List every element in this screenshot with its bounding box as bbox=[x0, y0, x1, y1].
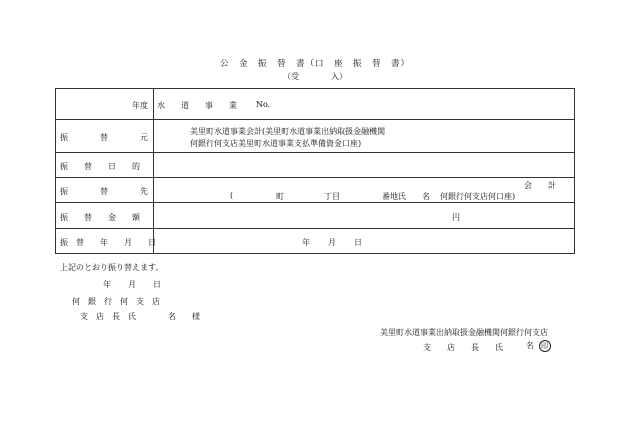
transfer-date-year: 年 bbox=[302, 238, 310, 247]
amount-unit: 円 bbox=[452, 213, 460, 222]
document-title: 公 金 振 替 書（口 座 振 替 書） bbox=[219, 59, 410, 69]
destination-open-paren: ( bbox=[230, 191, 234, 200]
number-label: No. bbox=[256, 100, 271, 109]
issuer-manager-label: 支 店 長 氏 bbox=[423, 343, 503, 352]
issuer-institution: 美里町水道事業出納取扱金融機関何銀行何支店 bbox=[380, 328, 548, 337]
fiscal-year-label: 年度 bbox=[132, 101, 148, 110]
fund-name: 水 道 事 業 bbox=[157, 101, 237, 110]
row-transfer-purpose bbox=[56, 153, 574, 178]
footer-date-day: 日 bbox=[153, 280, 161, 289]
row-transfer-destination bbox=[56, 178, 574, 203]
destination-town: 町 bbox=[276, 192, 284, 201]
row-transfer-date bbox=[56, 229, 574, 254]
document-subtitle: （受 入） bbox=[283, 72, 347, 81]
issuer-name-label: 名 bbox=[526, 341, 534, 350]
destination-chome: 丁目 bbox=[324, 192, 340, 201]
statement-text: 上記のとおり振り替えます。 bbox=[60, 263, 164, 272]
row-fiscal-year bbox=[56, 89, 574, 120]
transfer-source-line1: 美里町水道事業会計(美里町水道事業出納取扱金融機関 bbox=[190, 127, 386, 136]
bank-branch-name: 何 銀 行 何 支 店 bbox=[72, 297, 160, 306]
transfer-form-table bbox=[55, 88, 575, 254]
destination-name: 名 bbox=[422, 192, 430, 201]
transfer-purpose-label: 振 替 日 的 bbox=[60, 162, 140, 171]
footer-date-year: 年 bbox=[103, 280, 111, 289]
destination-account-label: 会 計 bbox=[524, 181, 556, 190]
row-transfer-source bbox=[56, 120, 574, 153]
issuer-name-and-seal bbox=[526, 340, 551, 352]
transfer-destination-label: 振 替 先 bbox=[60, 187, 148, 196]
destination-bank: 何銀行何支店何口座) bbox=[440, 192, 516, 201]
transfer-date-month: 月 bbox=[328, 238, 336, 247]
branch-manager-label: 支 店 長 氏 bbox=[80, 312, 136, 321]
footer-date-month: 月 bbox=[128, 280, 136, 289]
addressee-sama: 名 様 bbox=[168, 312, 200, 321]
seal-mark: 印 bbox=[539, 340, 551, 352]
transfer-date-label: 振 替 年 月 日 bbox=[60, 238, 156, 247]
transfer-amount-label: 振 替 金 額 bbox=[60, 213, 140, 222]
transfer-date-day: 日 bbox=[354, 238, 362, 247]
transfer-source-line2: 何銀行何支店美里町水道事業支払準備資金口座) bbox=[190, 139, 362, 148]
row-transfer-amount bbox=[56, 203, 574, 229]
transfer-source-label: 振 替 元 bbox=[60, 133, 148, 142]
destination-banchi: 番地氏 bbox=[382, 192, 406, 201]
